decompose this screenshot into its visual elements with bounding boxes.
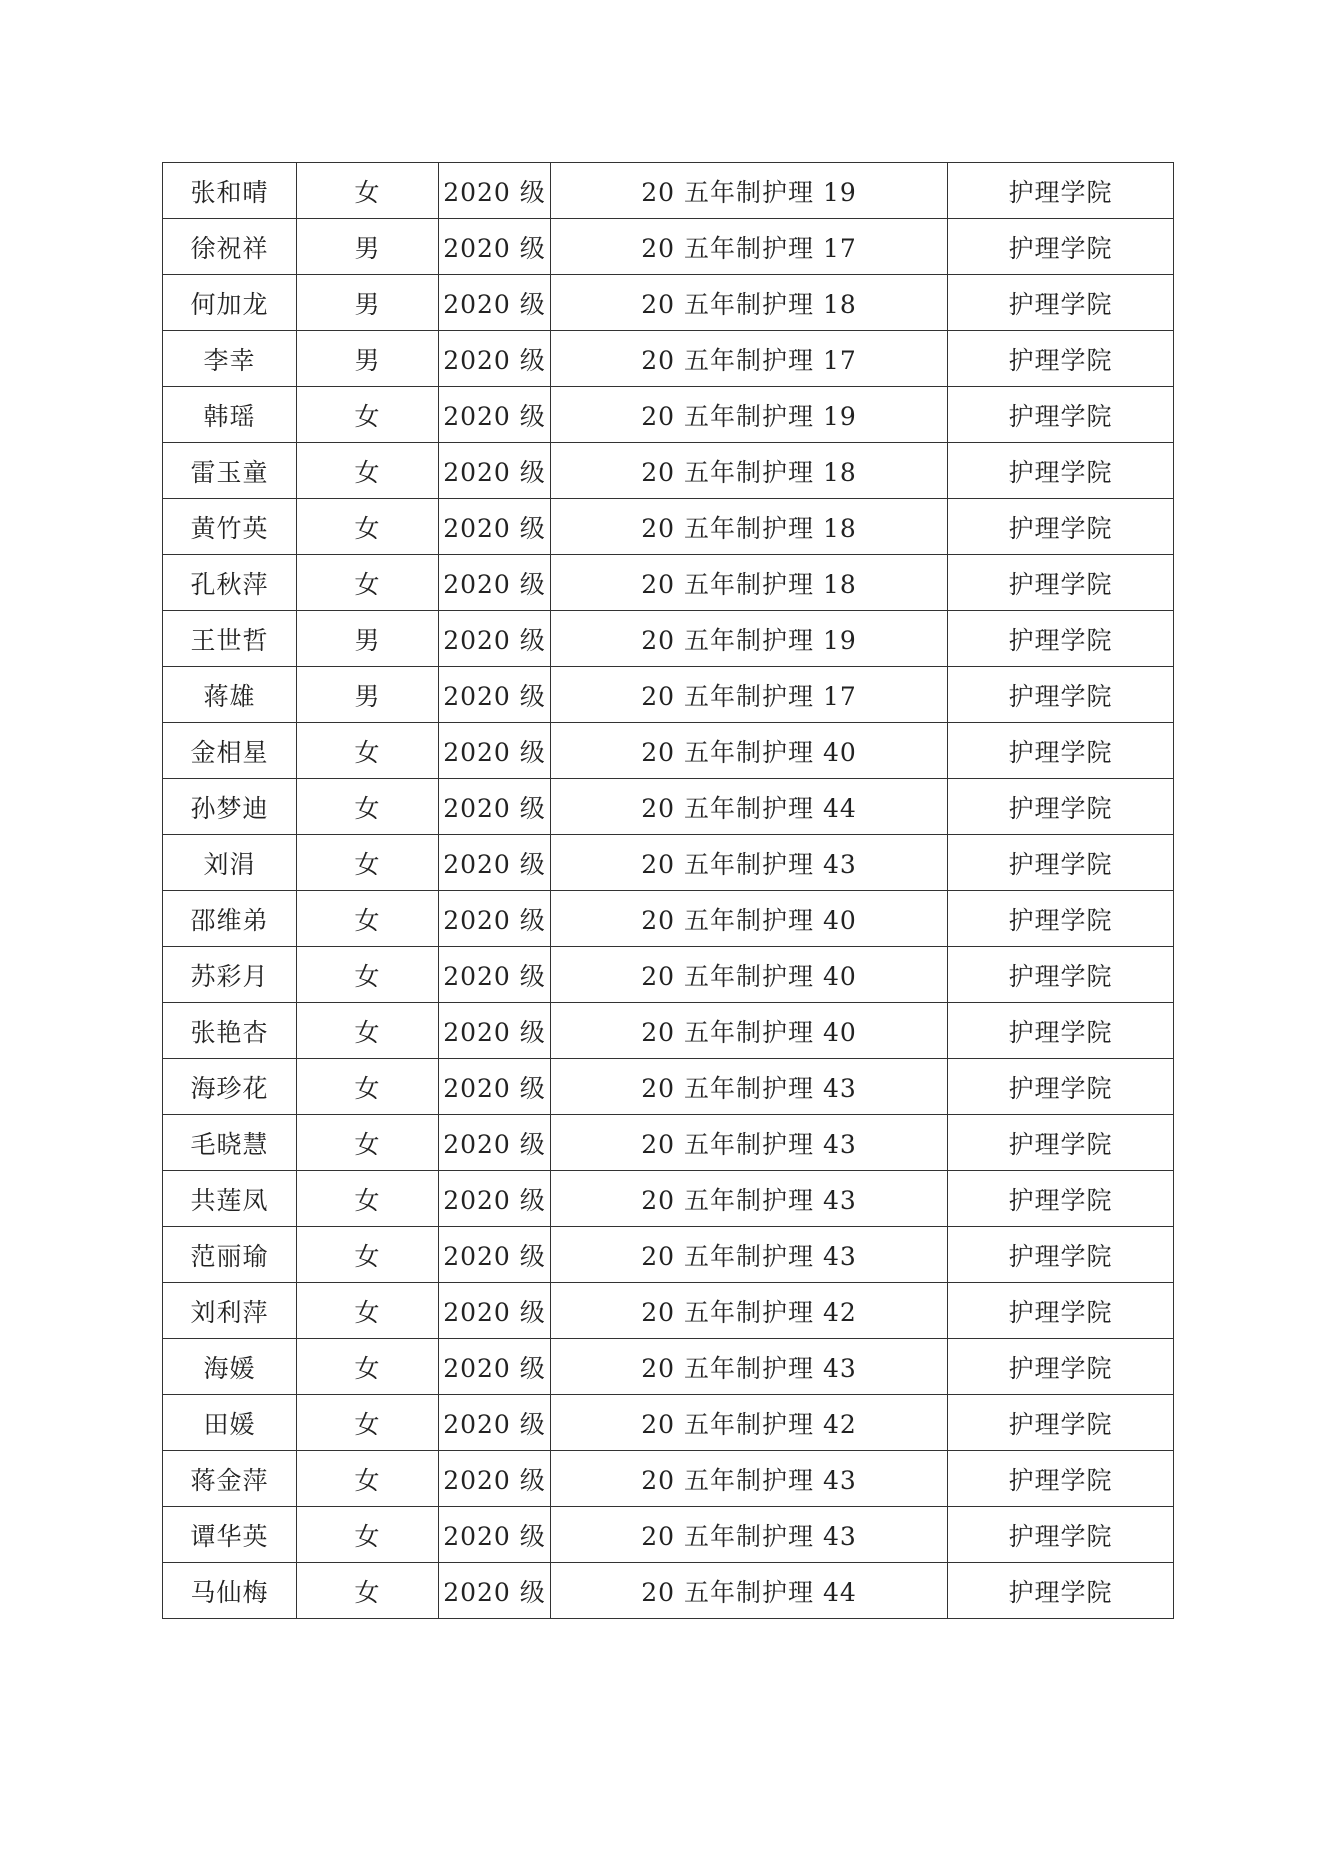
student-name-cell: 孔秋萍 bbox=[163, 555, 297, 611]
table-row bbox=[163, 1339, 1174, 1395]
class-cell: 20 五年制护理 19 bbox=[551, 163, 948, 219]
student-name-cell: 海珍花 bbox=[163, 1059, 297, 1115]
table-row bbox=[163, 387, 1174, 443]
grade-cell: 2020 级 bbox=[439, 1283, 551, 1339]
class-cell: 20 五年制护理 43 bbox=[551, 1171, 948, 1227]
table-row bbox=[163, 947, 1174, 1003]
class-cell: 20 五年制护理 40 bbox=[551, 947, 948, 1003]
class-cell: 20 五年制护理 43 bbox=[551, 1451, 948, 1507]
student-name-cell: 范丽瑜 bbox=[163, 1227, 297, 1283]
college-cell: 护理学院 bbox=[948, 723, 1174, 779]
gender-cell: 女 bbox=[297, 723, 439, 779]
grade-cell: 2020 级 bbox=[439, 1115, 551, 1171]
grade-cell: 2020 级 bbox=[439, 1507, 551, 1563]
table-row bbox=[163, 779, 1174, 835]
class-cell: 20 五年制护理 17 bbox=[551, 667, 948, 723]
college-cell: 护理学院 bbox=[948, 947, 1174, 1003]
table-row bbox=[163, 1059, 1174, 1115]
gender-cell: 女 bbox=[297, 1451, 439, 1507]
class-cell: 20 五年制护理 17 bbox=[551, 219, 948, 275]
class-cell: 20 五年制护理 43 bbox=[551, 1115, 948, 1171]
class-cell: 20 五年制护理 19 bbox=[551, 611, 948, 667]
gender-cell: 女 bbox=[297, 387, 439, 443]
grade-cell: 2020 级 bbox=[439, 891, 551, 947]
table-row bbox=[163, 1115, 1174, 1171]
grade-cell: 2020 级 bbox=[439, 1563, 551, 1619]
grade-cell: 2020 级 bbox=[439, 1339, 551, 1395]
student-name-cell: 金相星 bbox=[163, 723, 297, 779]
college-cell: 护理学院 bbox=[948, 1339, 1174, 1395]
gender-cell: 女 bbox=[297, 1115, 439, 1171]
table-row bbox=[163, 1451, 1174, 1507]
gender-cell: 女 bbox=[297, 1227, 439, 1283]
college-cell: 护理学院 bbox=[948, 275, 1174, 331]
gender-cell: 男 bbox=[297, 219, 439, 275]
student-name-cell: 田媛 bbox=[163, 1395, 297, 1451]
student-name-cell: 马仙梅 bbox=[163, 1563, 297, 1619]
class-cell: 20 五年制护理 44 bbox=[551, 1563, 948, 1619]
student-name-cell: 邵维弟 bbox=[163, 891, 297, 947]
grade-cell: 2020 级 bbox=[439, 779, 551, 835]
student-name-cell: 孙梦迪 bbox=[163, 779, 297, 835]
grade-cell: 2020 级 bbox=[439, 443, 551, 499]
student-name-cell: 刘利萍 bbox=[163, 1283, 297, 1339]
college-cell: 护理学院 bbox=[948, 779, 1174, 835]
gender-cell: 女 bbox=[297, 1507, 439, 1563]
student-name-cell: 李幸 bbox=[163, 331, 297, 387]
table-row bbox=[163, 611, 1174, 667]
gender-cell: 男 bbox=[297, 275, 439, 331]
grade-cell: 2020 级 bbox=[439, 387, 551, 443]
college-cell: 护理学院 bbox=[948, 667, 1174, 723]
student-name-cell: 海媛 bbox=[163, 1339, 297, 1395]
table-row bbox=[163, 555, 1174, 611]
class-cell: 20 五年制护理 40 bbox=[551, 1003, 948, 1059]
class-cell: 20 五年制护理 44 bbox=[551, 779, 948, 835]
student-roster-table bbox=[162, 162, 1174, 1619]
grade-cell: 2020 级 bbox=[439, 1059, 551, 1115]
class-cell: 20 五年制护理 43 bbox=[551, 1507, 948, 1563]
student-name-cell: 徐祝祥 bbox=[163, 219, 297, 275]
gender-cell: 女 bbox=[297, 163, 439, 219]
student-name-cell: 张和晴 bbox=[163, 163, 297, 219]
college-cell: 护理学院 bbox=[948, 387, 1174, 443]
college-cell: 护理学院 bbox=[948, 1395, 1174, 1451]
class-cell: 20 五年制护理 42 bbox=[551, 1283, 948, 1339]
table-row bbox=[163, 499, 1174, 555]
student-name-cell: 黄竹英 bbox=[163, 499, 297, 555]
class-cell: 20 五年制护理 18 bbox=[551, 499, 948, 555]
gender-cell: 女 bbox=[297, 947, 439, 1003]
gender-cell: 女 bbox=[297, 1563, 439, 1619]
gender-cell: 女 bbox=[297, 499, 439, 555]
table-row bbox=[163, 1507, 1174, 1563]
roster-body bbox=[163, 163, 1174, 1619]
gender-cell: 女 bbox=[297, 555, 439, 611]
gender-cell: 女 bbox=[297, 891, 439, 947]
college-cell: 护理学院 bbox=[948, 331, 1174, 387]
college-cell: 护理学院 bbox=[948, 1227, 1174, 1283]
student-name-cell: 何加龙 bbox=[163, 275, 297, 331]
table-row bbox=[163, 1563, 1174, 1619]
gender-cell: 女 bbox=[297, 1339, 439, 1395]
grade-cell: 2020 级 bbox=[439, 275, 551, 331]
gender-cell: 女 bbox=[297, 1171, 439, 1227]
college-cell: 护理学院 bbox=[948, 1059, 1174, 1115]
student-name-cell: 谭华英 bbox=[163, 1507, 297, 1563]
grade-cell: 2020 级 bbox=[439, 1003, 551, 1059]
grade-cell: 2020 级 bbox=[439, 611, 551, 667]
gender-cell: 男 bbox=[297, 331, 439, 387]
student-name-cell: 蒋雄 bbox=[163, 667, 297, 723]
college-cell: 护理学院 bbox=[948, 891, 1174, 947]
table-row bbox=[163, 835, 1174, 891]
class-cell: 20 五年制护理 17 bbox=[551, 331, 948, 387]
table-row bbox=[163, 219, 1174, 275]
table-row bbox=[163, 1227, 1174, 1283]
table-row bbox=[163, 443, 1174, 499]
class-cell: 20 五年制护理 18 bbox=[551, 555, 948, 611]
class-cell: 20 五年制护理 40 bbox=[551, 891, 948, 947]
student-name-cell: 雷玉童 bbox=[163, 443, 297, 499]
college-cell: 护理学院 bbox=[948, 1563, 1174, 1619]
class-cell: 20 五年制护理 19 bbox=[551, 387, 948, 443]
class-cell: 20 五年制护理 40 bbox=[551, 723, 948, 779]
gender-cell: 女 bbox=[297, 1283, 439, 1339]
grade-cell: 2020 级 bbox=[439, 163, 551, 219]
table-row bbox=[163, 723, 1174, 779]
table-row bbox=[163, 1171, 1174, 1227]
gender-cell: 女 bbox=[297, 779, 439, 835]
grade-cell: 2020 级 bbox=[439, 1171, 551, 1227]
college-cell: 护理学院 bbox=[948, 1115, 1174, 1171]
class-cell: 20 五年制护理 43 bbox=[551, 835, 948, 891]
gender-cell: 女 bbox=[297, 835, 439, 891]
class-cell: 20 五年制护理 18 bbox=[551, 275, 948, 331]
table-row bbox=[163, 331, 1174, 387]
table-row bbox=[163, 1283, 1174, 1339]
gender-cell: 男 bbox=[297, 667, 439, 723]
class-cell: 20 五年制护理 18 bbox=[551, 443, 948, 499]
student-name-cell: 刘涓 bbox=[163, 835, 297, 891]
college-cell: 护理学院 bbox=[948, 499, 1174, 555]
table-row bbox=[163, 163, 1174, 219]
college-cell: 护理学院 bbox=[948, 219, 1174, 275]
class-cell: 20 五年制护理 43 bbox=[551, 1339, 948, 1395]
gender-cell: 女 bbox=[297, 443, 439, 499]
table-row bbox=[163, 1395, 1174, 1451]
gender-cell: 女 bbox=[297, 1059, 439, 1115]
grade-cell: 2020 级 bbox=[439, 835, 551, 891]
college-cell: 护理学院 bbox=[948, 443, 1174, 499]
gender-cell: 男 bbox=[297, 611, 439, 667]
gender-cell: 女 bbox=[297, 1003, 439, 1059]
table-row bbox=[163, 1003, 1174, 1059]
table-row bbox=[163, 275, 1174, 331]
grade-cell: 2020 级 bbox=[439, 219, 551, 275]
college-cell: 护理学院 bbox=[948, 611, 1174, 667]
grade-cell: 2020 级 bbox=[439, 947, 551, 1003]
college-cell: 护理学院 bbox=[948, 1003, 1174, 1059]
grade-cell: 2020 级 bbox=[439, 667, 551, 723]
grade-cell: 2020 级 bbox=[439, 1395, 551, 1451]
class-cell: 20 五年制护理 43 bbox=[551, 1227, 948, 1283]
class-cell: 20 五年制护理 42 bbox=[551, 1395, 948, 1451]
table-row bbox=[163, 667, 1174, 723]
college-cell: 护理学院 bbox=[948, 555, 1174, 611]
grade-cell: 2020 级 bbox=[439, 1227, 551, 1283]
table-row bbox=[163, 891, 1174, 947]
student-name-cell: 韩瑶 bbox=[163, 387, 297, 443]
grade-cell: 2020 级 bbox=[439, 499, 551, 555]
college-cell: 护理学院 bbox=[948, 1451, 1174, 1507]
grade-cell: 2020 级 bbox=[439, 331, 551, 387]
student-name-cell: 蒋金萍 bbox=[163, 1451, 297, 1507]
student-name-cell: 张艳杏 bbox=[163, 1003, 297, 1059]
grade-cell: 2020 级 bbox=[439, 1451, 551, 1507]
student-name-cell: 毛晓慧 bbox=[163, 1115, 297, 1171]
student-name-cell: 王世哲 bbox=[163, 611, 297, 667]
college-cell: 护理学院 bbox=[948, 835, 1174, 891]
college-cell: 护理学院 bbox=[948, 163, 1174, 219]
college-cell: 护理学院 bbox=[948, 1171, 1174, 1227]
student-name-cell: 苏彩月 bbox=[163, 947, 297, 1003]
college-cell: 护理学院 bbox=[948, 1283, 1174, 1339]
student-name-cell: 共莲凤 bbox=[163, 1171, 297, 1227]
grade-cell: 2020 级 bbox=[439, 555, 551, 611]
gender-cell: 女 bbox=[297, 1395, 439, 1451]
grade-cell: 2020 级 bbox=[439, 723, 551, 779]
college-cell: 护理学院 bbox=[948, 1507, 1174, 1563]
class-cell: 20 五年制护理 43 bbox=[551, 1059, 948, 1115]
